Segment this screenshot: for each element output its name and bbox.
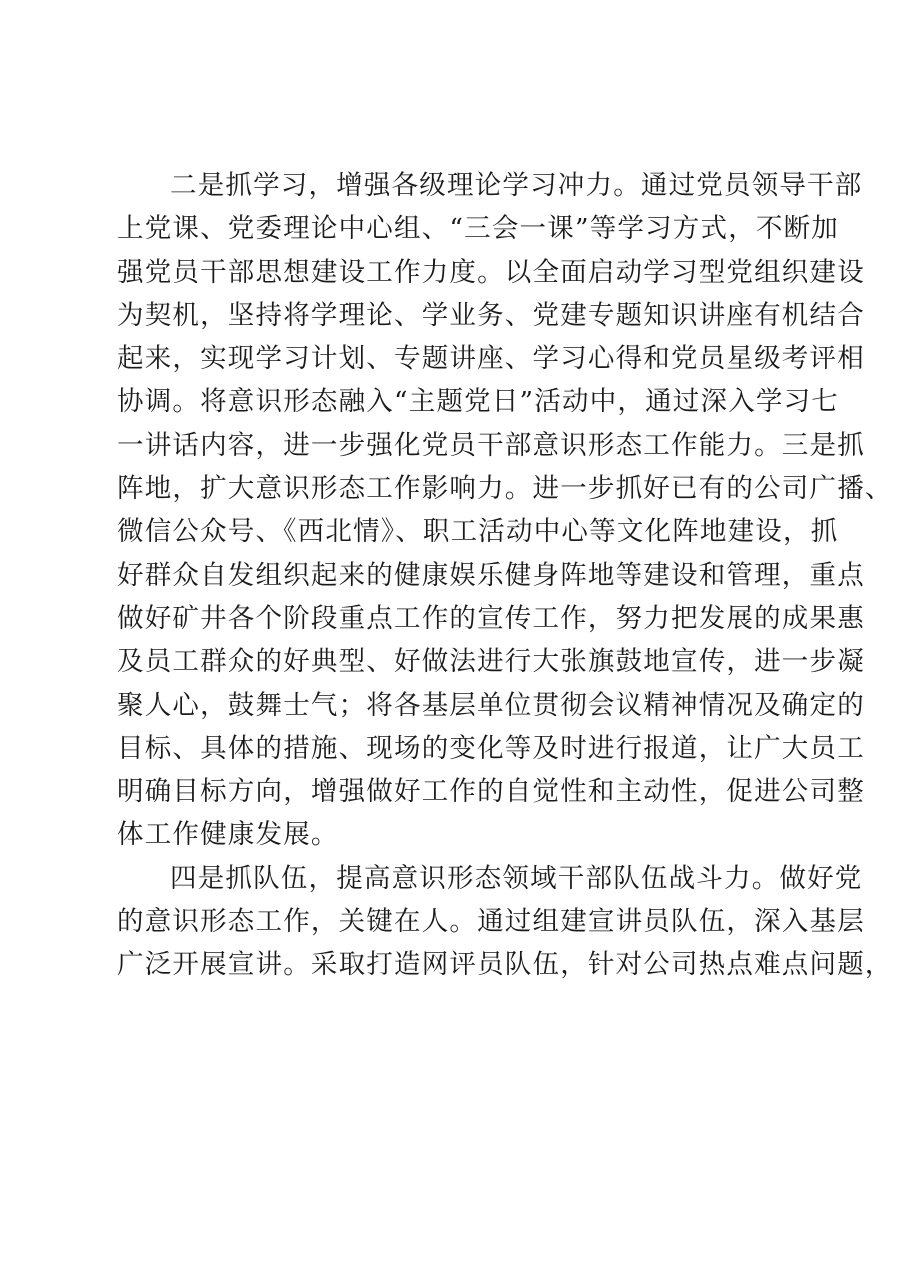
paragraph-line: 体工作健康发展。 <box>117 819 339 851</box>
paragraph-line: 广泛开展宣讲。采取打造网评员队伍，针对公司热点难点问题， <box>117 949 893 981</box>
paragraph-line: 聚人心，鼓舞士气；将各基层单位贯彻会议精神情况及确定的 <box>117 689 865 721</box>
paragraph-line: 做好矿井各个阶段重点工作的宣传工作，努力把发展的成果惠 <box>117 602 865 634</box>
paragraph-line: 的意识形态工作，关键在人。通过组建宣讲员队伍，深入基层 <box>117 906 865 938</box>
paragraph-line: 好群众自发组织起来的健康娱乐健身阵地等建设和管理，重点 <box>117 559 865 591</box>
paragraph-line: 上党课、党委理论中心组、“三会一课”等学习方式，不断加 <box>117 213 839 245</box>
paragraph-line: 协调。将意识形态融入“主题党日”活动中，通过深入学习七 <box>117 386 839 418</box>
paragraph-line: 目标、具体的措施、现场的变化等及时进行报道，让广大员工 <box>117 732 865 764</box>
paragraph-line: 起来，实现学习计划、专题讲座、学习心得和党员星级考评相 <box>117 343 865 375</box>
paragraph-line: 为契机，坚持将学理论、学业务、党建专题知识讲座有机结合 <box>117 299 865 331</box>
paragraph-line: 强党员干部思想建设工作力度。以全面启动学习型党组织建设 <box>117 256 865 288</box>
paragraph-line: 四是抓队伍，提高意识形态领域干部队伍战斗力。做好党 <box>170 862 863 894</box>
paragraph-line: 阵地，扩大意识形态工作影响力。进一步抓好已有的公司广播、 <box>117 473 893 505</box>
paragraph-line: 一讲话内容，进一步强化党员干部意识形态工作能力。三是抓 <box>117 429 865 461</box>
paragraph-line: 二是抓学习，增强各级理论学习冲力。通过党员领导干部 <box>170 170 863 201</box>
paragraph-line: 明确目标方向，增强做好工作的自觉性和主动性，促进公司整 <box>117 776 865 808</box>
paragraph-line: 微信公众号、《西北情》、职工活动中心等文化阵地建设，抓 <box>117 516 839 548</box>
body-text <box>117 164 893 987</box>
paragraph-line: 及员工群众的好典型、好做法进行大张旗鼓地宣传，进一步凝 <box>117 646 865 678</box>
